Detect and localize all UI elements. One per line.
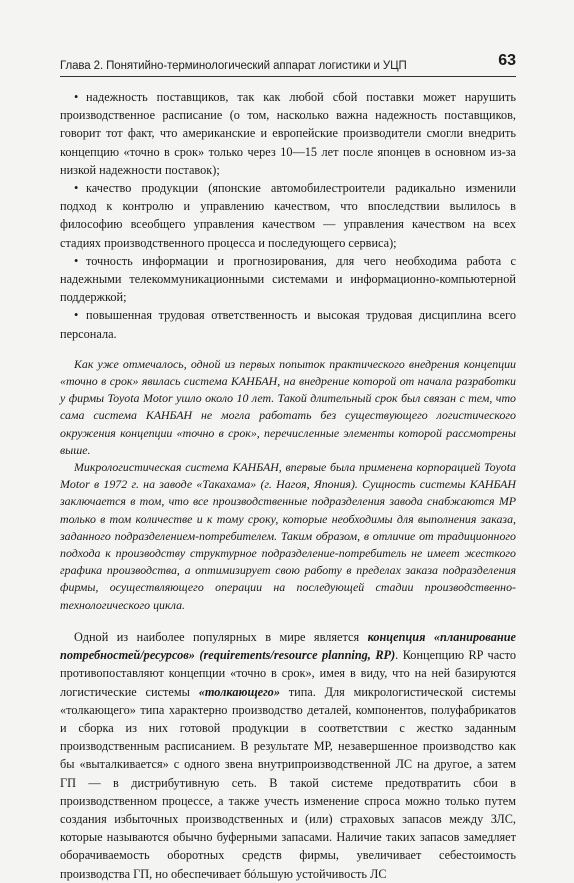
paragraph-text: Одной из наиболее популярных в мире является <box>74 629 368 644</box>
italic-note-block <box>60 356 516 614</box>
term-rp-concept: концепция «планирование потребностей/ресурсов» (requirements/resource planning, RP) <box>60 629 516 663</box>
page-number: 63 <box>498 52 516 69</box>
note-paragraph: Микрологистическая система КАНБАН, впервые была применена корпорацией Toyota Motor в 1972 г. на заводе «Такахама» (г. Нагоя, Япония). Сущность системы КАНБАН заключается в том, что все производственные подразделения завода снабжаются МР только в том количестве и к тому сроку, которые необходимы для выполнения заказа, заданного подразделением-потребителем. Таким образом, в отличие от традиционного подхода к производству структурное подразделение-потребитель не имеет жесткого графика производства, а оптимизирует свою работу в пределах заказа подразделения фирмы, осуществляющего операции на последующей стадии производственно-технологического цикла. <box>60 460 516 612</box>
bullet-item <box>60 306 516 342</box>
bullet-icon: • <box>74 253 79 268</box>
term-push: «толкающего» <box>198 684 280 699</box>
bullet-icon: • <box>74 308 79 323</box>
main-paragraph <box>60 628 516 883</box>
header-rule <box>60 76 516 77</box>
bullet-item <box>60 179 516 252</box>
paragraph-text: типа. Для микрологистической системы «толкающего» типа характерно производство деталей, компонентов, полуфабрикатов и сборка из них готовой продукции в соответствии с жестко заданным производственным расписанием. В результате МР, незавершенное производство как бы «выталкивается» с одного звена внутрипроизводственной ЛС на другое, а затем ГП — в дистрибутивную сеть. В такой системе предотвратить сбои в производственном процессе, а также учесть изменение спроса можно только путем создания избыточных производственных и (или) страховых запасов между ЗЛС, которые называются обычно буферными запасами. Наличие таких запасов замедляет оборачиваемость оборотных средств фирмы, увеличивает себестоимость производства ГП, но обеспечивает бóльшую устойчивость ЛС <box>60 684 517 881</box>
chapter-title: Глава 2. Понятийно-терминологический аппарат логистики и УЦП <box>60 60 407 72</box>
bullet-icon: • <box>74 181 79 196</box>
bullet-icon: • <box>74 90 79 104</box>
bullet-item <box>60 252 516 307</box>
main-paragraph-block <box>60 628 516 883</box>
bullet-text: надежность поставщиков, так как любой сбой поставки может нарушить производственное расписание (о том, насколько важна надежность поставщиков, говорит тот факт, что американские и европейские производители смогли внедрить концепцию «точно в срок» только через 10—15 лет после японцев в основном из-за низкой надежности поставок); <box>60 90 516 177</box>
paragraph-text: . Концепцию RP часто противопоставляют концепции «точно в срок», имея в виду, что на ней базируются логистические системы <box>60 648 516 699</box>
bullet-item <box>60 88 516 179</box>
note-paragraph: Как уже отмечалось, одной из первых попыток практического внедрения концепции «точно в срок» явилась система КАНБАН, на внедрение которой от начала разработки у фирмы Toyota Motor ушло около 10 лет. Такой длительный срок был связан с тем, что сама система КАНБАН не могла работать без существующего логистического окружения концепции «точно в срок», перечисленные элементы которой рассмотрены выше. <box>60 356 516 457</box>
running-header <box>60 52 516 74</box>
bullet-text: повышенная трудовая ответственность и высокая трудовая дисциплина всего персонала. <box>60 308 516 341</box>
page-body <box>60 88 516 883</box>
bullet-text: точность информации и прогнозирования, для чего необходима работа с надежными телекоммуникационными системами и информационно-компьютерной поддержкой; <box>60 253 516 305</box>
bullet-text: качество продукции (японские автомобилестроители радикально изменили подход к контролю и управлению качеством, что впоследствии вылилось в философию всеобщего управления качеством — управления качеством на всех стадиях производственного процесса и последующего сервиса); <box>60 181 516 250</box>
